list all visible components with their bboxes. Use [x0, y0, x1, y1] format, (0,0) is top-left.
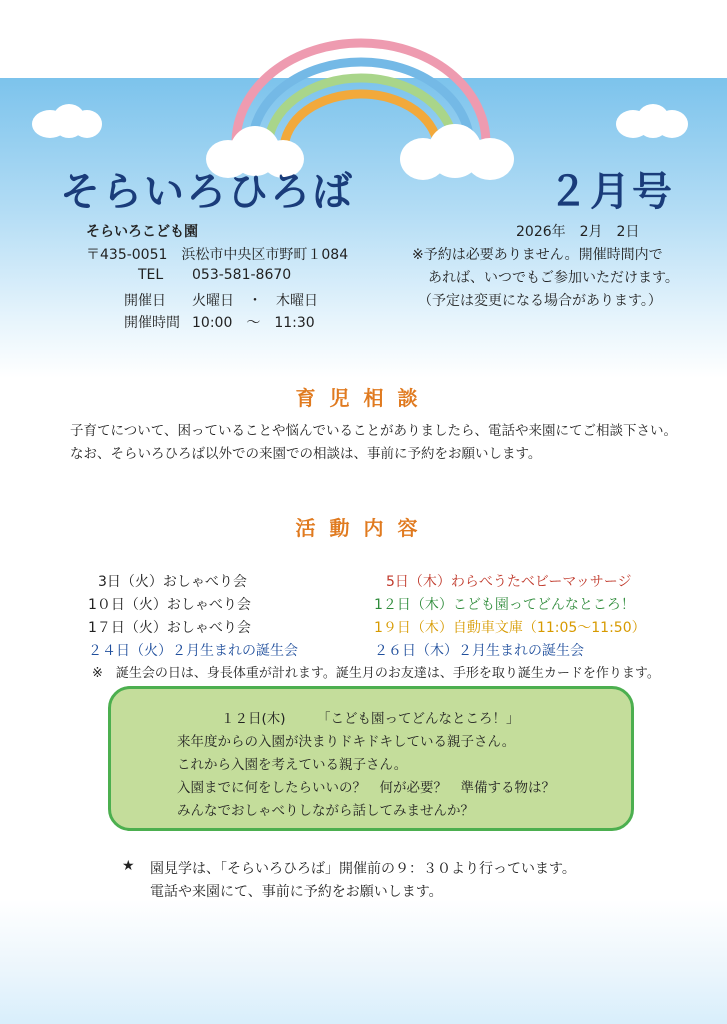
- schedule-right-2: 1２日（木）こども園ってどんなところ！: [374, 597, 635, 613]
- activities-heading: 活動内容: [295, 516, 432, 540]
- tel-number: 053-581-8670: [192, 267, 292, 283]
- bottom-sky-background: [0, 900, 727, 1024]
- schedule-left-4: ２４日（火）２月生まれの誕生会: [88, 643, 298, 659]
- reservation-note-1: ※予約は必要ありません。開催時間内で: [412, 247, 663, 263]
- days-label: 開催日: [124, 293, 166, 309]
- schedule-right-3: 1９日（木）自動車文庫（11:05～11:50）: [374, 620, 646, 636]
- issue-label: ２月号: [548, 169, 674, 215]
- box-date: １２日(木): [221, 711, 286, 727]
- schedule-left-3: 1７日（火）おしゃべり会: [88, 620, 251, 636]
- tour-note-2: 電話や来園にて、事前に予約をお願いします。: [150, 884, 443, 900]
- page-title: そらいろひろば: [60, 169, 354, 215]
- schedule-left-2: 1０日（火）おしゃべり会: [88, 597, 251, 613]
- tour-note-1: 園見学は、「そらいろひろば」開催前の９：３０より行っています。: [150, 861, 576, 877]
- time-label: 開催時間: [124, 315, 180, 331]
- consult-heading: 育児相談: [295, 386, 432, 410]
- time-value: 10:00 ～ 11:30: [192, 315, 315, 331]
- birthday-note: ※ 誕生会の日は、身長体重が計れます。誕生月のお友達は、手形を取り誕生カードを作ります。: [92, 666, 660, 681]
- tel-label: TEL: [138, 267, 164, 283]
- schedule-left-1: 3日（火）おしゃべり会: [98, 574, 247, 590]
- star-icon: ★: [122, 858, 135, 874]
- address: 〒435-0051 浜松市中央区市野町１084: [86, 247, 349, 263]
- org-name: そらいろこども園: [86, 224, 198, 240]
- reservation-note-2: あれば、いつでもご参加いただけます。: [428, 270, 679, 286]
- box-title: 「こども園ってどんなところ！」: [317, 711, 520, 727]
- schedule-right-4: ２６日（木）２月生まれの誕生会: [374, 643, 584, 659]
- box-line-3: 入園までに何をしたらいいの？ 何が必要？ 準備する物は？: [177, 780, 555, 796]
- consult-line-2: なお、そらいろひろば以外での来園での相談は、事前に予約をお願いします。: [70, 446, 542, 462]
- days-value: 火曜日 ・ 木曜日: [192, 293, 318, 309]
- schedule-right-1: 5日（木）わらべうたベビーマッサージ: [386, 574, 632, 590]
- reservation-note-3: （予定は変更になる場合があります。）: [418, 293, 662, 309]
- event-info-box: [108, 686, 634, 831]
- consult-line-1: 子育てについて、困っていることや悩んでいることがありましたら、電話や来園にてご相談下さい。: [70, 423, 677, 439]
- box-line-4: みんなでおしゃべりしながら話してみませんか？: [177, 803, 474, 819]
- box-line-1: 来年度からの入園が決まりドキドキしている親子さん。: [177, 734, 516, 750]
- box-line-2: これから入園を考えている親子さん。: [177, 757, 408, 773]
- issue-date: 2026年 2月 2日: [516, 224, 640, 240]
